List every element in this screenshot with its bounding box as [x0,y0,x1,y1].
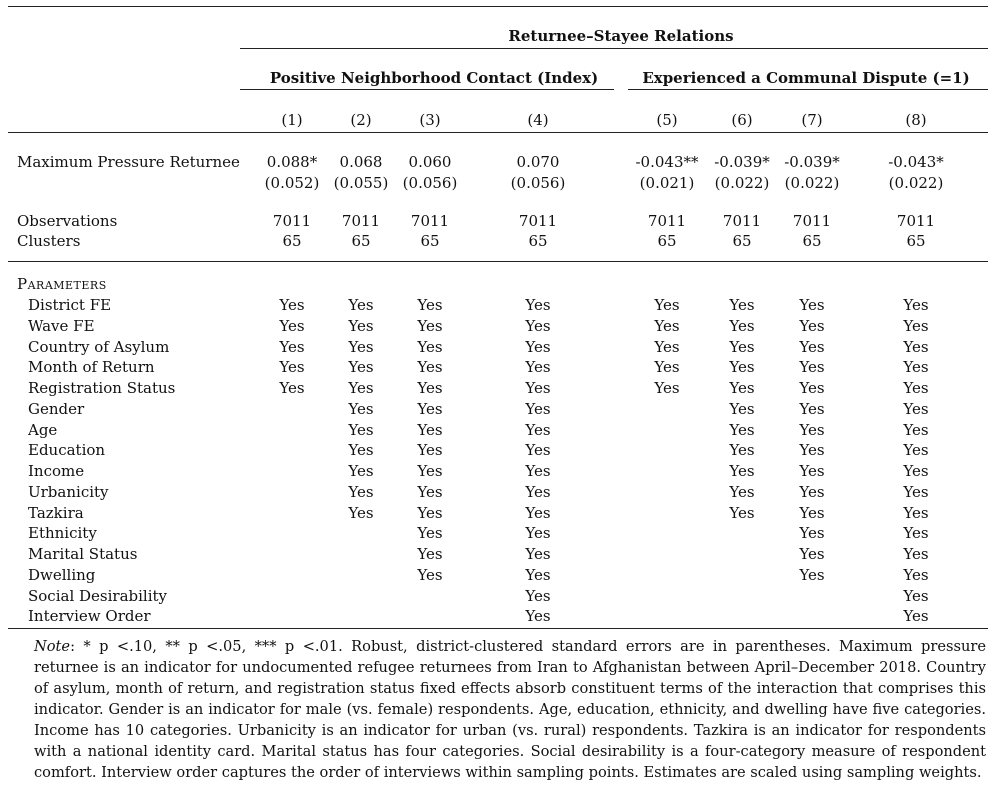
parameter-cell: Yes [729,316,755,335]
parameter-label: Age [28,420,58,439]
column-header: (5) [656,111,678,129]
group-underline [240,48,988,49]
parameter-cell: Yes [903,524,929,543]
se-cell: (0.022) [888,174,944,192]
row-label-clusters: Clusters [17,232,81,250]
parameter-cell: Yes [525,565,551,584]
parameter-cell: Yes [348,420,374,439]
parameter-cell: Yes [348,503,374,522]
parameter-cell: Yes [903,358,929,377]
observations-cell: 7011 [647,212,687,230]
observations-cell: 7011 [272,212,312,230]
parameter-cell: Yes [348,316,374,335]
column-header: (3) [419,111,441,129]
parameter-cell: Yes [654,296,680,314]
sub-header-contact: Positive Neighborhood Contact (Index) [269,69,599,87]
parameter-cell: Yes [417,462,443,480]
se-cell: (0.022) [714,174,770,192]
observations-cell: 7011 [896,212,936,230]
parameter-cell: Yes [799,420,825,439]
parameter-cell: Yes [729,482,755,501]
parameter-cell: Yes [903,399,929,418]
se-cell: (0.052) [264,174,320,192]
parameter-cell: Yes [525,586,551,605]
se-cell: (0.021) [639,174,695,192]
parameter-cell: Yes [729,296,755,314]
coef-cell: -0.043** [635,153,699,171]
parameter-cell: Yes [654,316,680,335]
parameter-label: Country of Asylum [28,337,170,356]
clusters-cell: 65 [732,232,752,250]
parameter-cell: Yes [525,399,551,418]
parameters-title: Parameters [17,275,107,293]
parameter-cell: Yes [525,545,551,563]
column-header: (7) [801,111,823,129]
parameter-cell: Yes [348,337,374,356]
coef-cell: 0.070 [516,153,560,171]
parameter-cell: Yes [279,296,305,314]
table-note [34,636,986,783]
parameter-cell: Yes [799,441,825,460]
parameter-cell: Yes [799,524,825,543]
parameter-cell: Yes [729,462,755,480]
column-header: (2) [350,111,372,129]
observations-cell: 7011 [341,212,381,230]
parameter-cell: Yes [417,503,443,522]
coef-cell: 0.060 [408,153,452,171]
parameter-label: District FE [28,296,112,314]
parameter-label: Interview Order [28,607,151,626]
note-text: : * p <.10, ** p <.05, *** p <.01. Robust, district-clustered standard errors are in parentheses. Maximum pressure returnee is an indicator for undocumented refugee returnees from Iran to Afghanistan between April–December 2018. Country of asylum, month of return, and registration status fixed effects absorb constituent terms of the interaction that comprises this indicator. Gender is an indicator for male (vs. female) respondents. Age, education, ethnicity, and dwelling have five categories. Income has 10 categories. Urbanicity is an indicator for urban (vs. rural) respondents. Tazkira is an indicator for respondents with a national identity card. Marital status has four categories. Social desirability is a four-category measure of respondent comfort. Interview order captures the order of interviews within sampling points. Estimates are scaled using sampling weights. [34,638,986,781]
observations-cell: 7011 [518,212,558,230]
parameter-cell: Yes [799,316,825,335]
clusters-cell: 65 [351,232,371,250]
parameter-cell: Yes [525,482,551,501]
parameter-cell: Yes [417,337,443,356]
clusters-cell: 65 [528,232,548,250]
parameter-cell: Yes [279,358,305,377]
parameter-cell: Yes [799,565,825,584]
se-cell: (0.055) [333,174,389,192]
se-cell: (0.056) [510,174,566,192]
parameter-label: Month of Return [28,358,155,377]
parameter-cell: Yes [903,462,929,480]
sub1-underline [240,89,614,90]
clusters-cell: 65 [420,232,440,250]
clusters-cell: 65 [657,232,677,250]
parameter-cell: Yes [417,420,443,439]
parameter-cell: Yes [348,358,374,377]
coef-cell: 0.088* [266,153,318,171]
parameter-cell: Yes [903,586,929,605]
column-header: (1) [281,111,303,129]
parameter-cell: Yes [525,420,551,439]
parameter-cell: Yes [903,545,929,563]
mid-rule [8,261,988,262]
parameter-cell: Yes [417,524,443,543]
parameter-cell: Yes [525,296,551,314]
clusters-cell: 65 [282,232,302,250]
parameter-cell: Yes [417,358,443,377]
parameter-cell: Yes [729,420,755,439]
observations-cell: 7011 [722,212,762,230]
parameter-cell: Yes [799,337,825,356]
row-label-observations: Observations [17,212,118,230]
parameter-label: Education [28,441,106,460]
column-header: (4) [527,111,549,129]
parameter-label: Social Desirability [28,586,168,605]
parameter-cell: Yes [525,316,551,335]
parameter-cell: Yes [525,337,551,356]
note-label: Note [34,638,71,655]
parameter-cell: Yes [729,441,755,460]
parameter-cell: Yes [417,296,443,314]
coef-cell: -0.039* [784,153,840,171]
parameter-cell: Yes [525,607,551,626]
parameter-cell: Yes [903,379,929,397]
sub2-underline [628,89,988,90]
table-bottom-rule [8,628,988,629]
clusters-cell: 65 [906,232,926,250]
parameter-cell: Yes [348,462,374,480]
parameter-cell: Yes [799,462,825,480]
parameter-cell: Yes [348,441,374,460]
parameter-cell: Yes [348,296,374,314]
column-header: (6) [731,111,753,129]
parameter-cell: Yes [279,316,305,335]
parameter-cell: Yes [903,565,929,584]
parameter-label: Gender [28,399,85,418]
parameter-cell: Yes [903,482,929,501]
parameter-cell: Yes [654,358,680,377]
parameter-cell: Yes [799,482,825,501]
parameter-cell: Yes [903,441,929,460]
parameter-cell: Yes [279,337,305,356]
parameter-cell: Yes [729,358,755,377]
coef-cell: -0.039* [714,153,770,171]
coef-cell: -0.043* [888,153,944,171]
parameter-cell: Yes [729,337,755,356]
parameter-cell: Yes [525,358,551,377]
se-cell: (0.022) [784,174,840,192]
parameter-cell: Yes [799,358,825,377]
parameter-cell: Yes [348,399,374,418]
parameter-cell: Yes [525,441,551,460]
parameter-cell: Yes [417,545,443,563]
observations-cell: 7011 [410,212,450,230]
parameter-cell: Yes [525,379,551,397]
parameter-cell: Yes [654,337,680,356]
parameter-label: Dwelling [28,565,96,584]
sub-header-dispute: Experienced a Communal Dispute (=1) [642,69,970,87]
observations-cell: 7011 [792,212,832,230]
parameter-cell: Yes [525,462,551,480]
parameter-cell: Yes [525,503,551,522]
parameter-cell: Yes [799,503,825,522]
parameter-cell: Yes [903,607,929,626]
parameter-cell: Yes [729,399,755,418]
parameter-label: Income [28,462,85,480]
parameter-cell: Yes [729,503,755,522]
parameter-label: Ethnicity [28,524,97,543]
parameter-cell: Yes [417,379,443,397]
parameter-cell: Yes [348,379,374,397]
parameter-cell: Yes [903,316,929,335]
parameter-cell: Yes [417,441,443,460]
se-cell: (0.056) [402,174,458,192]
top-rule [8,6,988,7]
parameter-cell: Yes [799,399,825,418]
parameter-cell: Yes [348,482,374,501]
group-header: Returnee–Stayee Relations [508,27,734,45]
parameter-cell: Yes [279,379,305,397]
parameter-cell: Yes [654,379,680,397]
parameter-label: Tazkira [28,503,84,522]
parameter-cell: Yes [417,482,443,501]
parameter-cell: Yes [903,503,929,522]
coef-cell: 0.068 [339,153,383,171]
parameter-cell: Yes [729,379,755,397]
header-bottom-rule [8,132,988,133]
column-header: (8) [905,111,927,129]
parameter-cell: Yes [799,379,825,397]
parameter-cell: Yes [799,296,825,314]
parameter-label: Marital Status [28,545,138,563]
parameter-label: Urbanicity [28,482,109,501]
parameter-cell: Yes [903,337,929,356]
clusters-cell: 65 [802,232,822,250]
row-label-main: Maximum Pressure Returnee [17,153,240,171]
parameter-cell: Yes [417,316,443,335]
parameter-label: Registration Status [28,379,176,397]
parameter-cell: Yes [903,420,929,439]
parameter-label: Wave FE [28,316,95,335]
parameter-cell: Yes [525,524,551,543]
parameter-cell: Yes [799,545,825,563]
parameter-cell: Yes [417,565,443,584]
parameter-cell: Yes [903,296,929,314]
parameter-cell: Yes [417,399,443,418]
